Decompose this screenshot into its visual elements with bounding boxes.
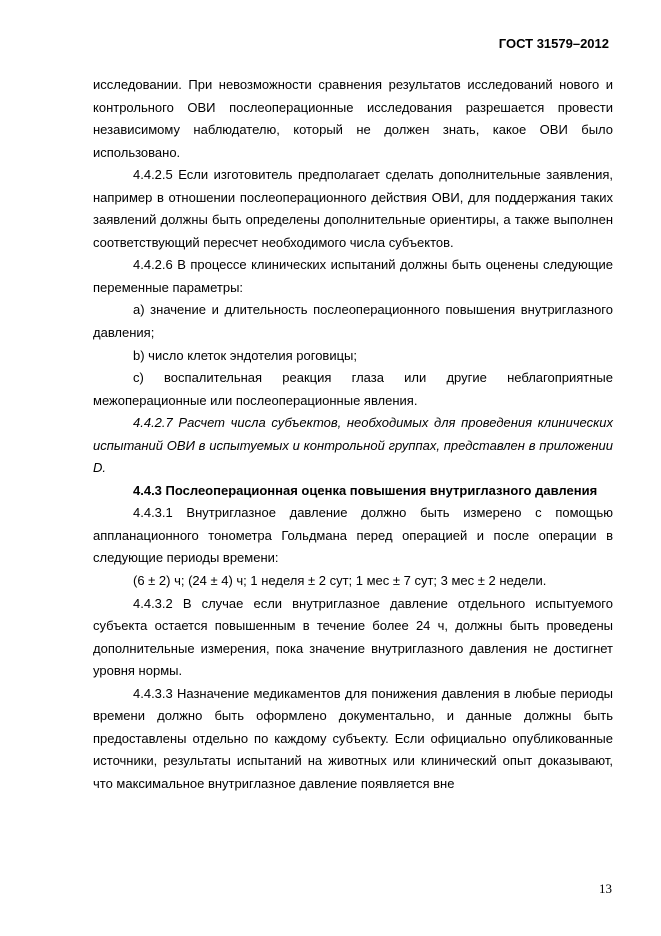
paragraph-4-4-2-5: 4.4.2.5 Если изготовитель предполагает сделать дополнительные заявления, например в отношении послеоперационного действия ОВИ, для поддержания таких заявлений должны быть определены дополнительные ориентиры, а также выполнен соответствующий пересчет необходимого числа субъектов. — [93, 167, 613, 250]
list-item-a: a) значение и длительность послеоперационного повышения внутриглазного давления; — [93, 302, 613, 341]
paragraph-4-4-2-7: 4.4.2.7 Расчет числа субъектов, необходимых для проведения клинических испытаний ОВИ в испытуемых и контрольной группах, представлен в приложении D. — [93, 415, 613, 476]
section-heading-4-4-3: 4.4.3 Послеоперационная оценка повышения внутриглазного давления — [133, 482, 598, 498]
paragraph-4-4-3-2: 4.4.3.2 В случае если внутриглазное давление отдельного испытуемого субъекта остается повышенным в течение более 24 ч, должны быть проведены дополнительные измерения, пока значение внутриглазного давления не достигнет уровня нормы. — [93, 595, 613, 679]
list-item-c: c) воспалительная реакция глаза или другие неблагоприятные межоперационные или послеоперационные явления. — [93, 370, 613, 408]
page-number: 13 — [599, 881, 612, 896]
paragraph-continuation: исследовании. При невозможности сравнения результатов исследований нового и контрольного ОВИ послеоперационные исследования разрешается провести независимому наблюдателю, который не должен знать, какое ОВИ было использовано. — [93, 77, 613, 160]
document-code: ГОСТ 31579–2012 — [498, 36, 609, 51]
body-text — [93, 74, 613, 796]
list-item-b: b) число клеток эндотелия роговицы; — [133, 347, 357, 363]
paragraph-4-4-3-3: 4.4.3.3 Назначение медикаментов для понижения давления в любые периоды времени должно быть оформлено документально, и данные должны быть предоставлены отдельно по каждому субъекту. Если официально опубликованные источники, результаты испытаний на животных или клинический опыт доказывают, что максимальное внутриглазное давление появляется вне — [93, 685, 613, 791]
paragraph-4-4-2-6: 4.4.2.6 В процессе клинических испытаний должны быть оценены следующие переменные параметры: — [93, 257, 613, 295]
measurement-periods: (6 ± 2) ч; (24 ± 4) ч; 1 неделя ± 2 сут; 1 мес ± 7 сут; 3 мес ± 2 недели. — [133, 573, 547, 589]
paragraph-4-4-3-1: 4.4.3.1 Внутриглазное давление должно быть измерено с помощью аппланационного тонометра Гольдмана перед операцией и после операции в следующие периоды времени: — [93, 505, 613, 566]
